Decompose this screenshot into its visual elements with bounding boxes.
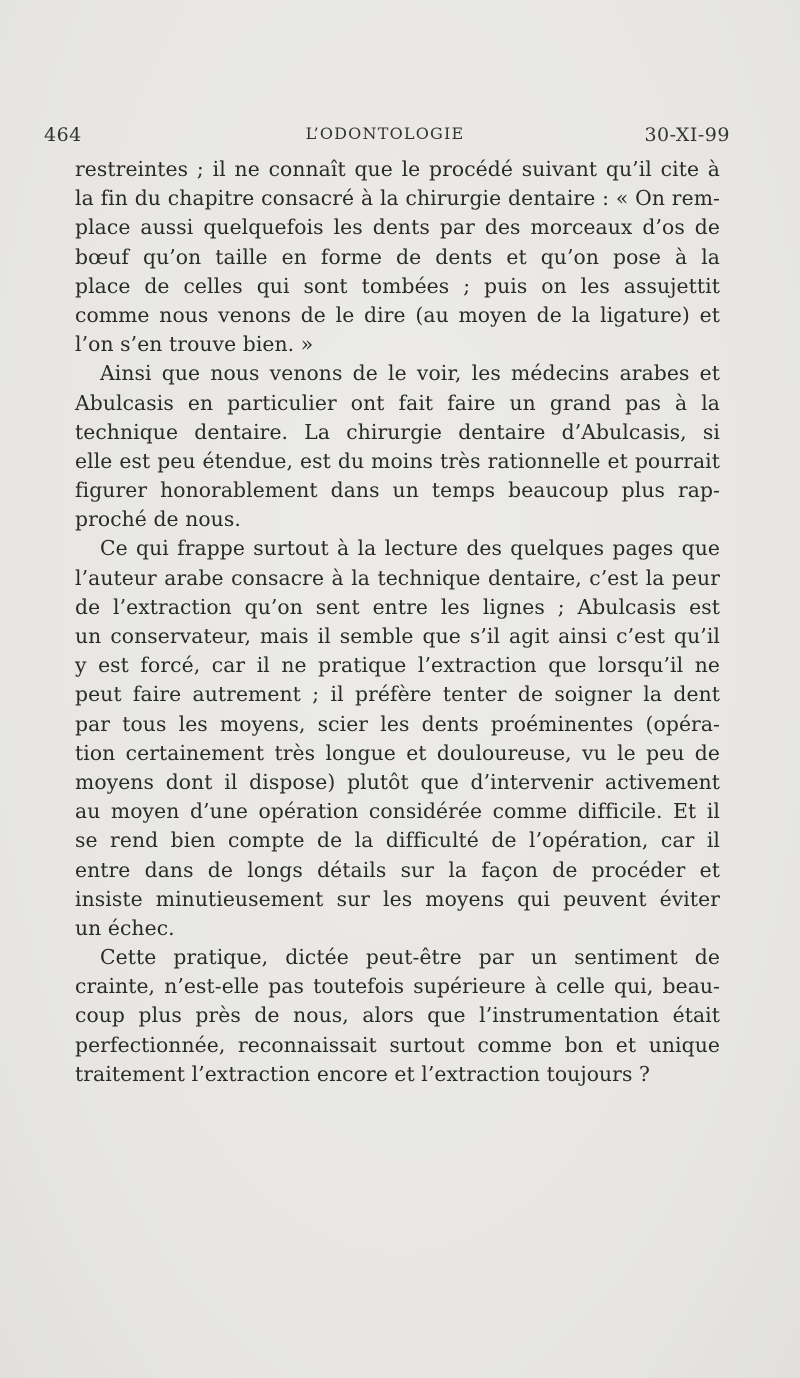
text-line: crainte, n’est-elle pas toutefois supérieure à celle qui, beau- — [75, 974, 720, 999]
running-header — [40, 120, 730, 150]
text-line: Ce qui frappe surtout à la lecture des quelques pages que — [100, 536, 720, 561]
text-line: moyens dont il dispose) plutôt que d’intervenir activement — [75, 769, 720, 794]
text-line: bœuf qu’on taille en forme de dents et qu’on pose à la — [75, 244, 720, 269]
text-line: technique dentaire. La chirurgie dentaire d’Abulcasis, si — [75, 419, 720, 444]
text-line: traitement l’extraction encore et l’extraction toujours ? — [75, 1061, 651, 1086]
text-line: proché de nous. — [75, 507, 241, 532]
text-line: place aussi quelquefois les dents par des morceaux d’os de — [75, 215, 720, 240]
text-line: Cette pratique, dictée peut-être par un sentiment de — [100, 945, 720, 970]
text-line: elle est peu étendue, est du moins très rationnelle et pourrait — [75, 448, 720, 473]
body-text — [75, 155, 720, 1089]
text-line: de l’extraction qu’on sent entre les lignes ; Abulcasis est — [75, 594, 720, 619]
text-line: figurer honorablement dans un temps beaucoup plus rap- — [75, 478, 720, 503]
text-line: comme nous venons de le dire (au moyen de la ligature) et — [75, 302, 720, 327]
text-line: coup plus près de nous, alors que l’instrumentation était — [75, 1003, 720, 1028]
text-line: un échec. — [75, 915, 175, 940]
issue-date: 30-XI-99 — [644, 124, 730, 146]
text-line: insiste minutieusement sur les moyens qui peuvent éviter — [75, 886, 720, 911]
text-line: un conservateur, mais il semble que s’il agit ainsi c’est qu’il — [75, 624, 720, 648]
text-line: la fin du chapitre consacré à la chirurgie dentaire : « On rem- — [75, 186, 720, 211]
text-line: peut faire autrement ; il préfère tenter de soigner la dent — [75, 682, 720, 707]
text-line: l’auteur arabe consacre à la technique dentaire, c’est la peur — [75, 565, 720, 590]
text-line: Abulcasis en particulier ont fait faire un grand pas à la — [75, 390, 720, 415]
page-number: 464 — [44, 124, 82, 146]
text-line: Ainsi que nous venons de le voir, les médecins arabes et — [100, 361, 720, 386]
text-line: perfectionnée, reconnaissait surtout comme bon et unique — [75, 1032, 720, 1057]
text-line: au moyen d’une opération considérée comme difficile. Et il — [75, 799, 720, 824]
text-line: place de celles qui sont tombées ; puis on les assujettit — [75, 273, 720, 298]
text-line: y est forcé, car il ne pratique l’extraction que lorsqu’il ne — [75, 653, 720, 678]
text-line: restreintes ; il ne connaît que le procédé suivant qu’il cite à — [75, 157, 720, 181]
text-line: entre dans de longs détails sur la façon de procéder et — [75, 857, 720, 882]
text-line: par tous les moyens, scier les dents proéminentes (opéra- — [75, 711, 720, 736]
running-title: L’ODONTOLOGIE — [305, 124, 465, 143]
text-line: se rend bien compte de la difficulté de l’opération, car il — [75, 828, 720, 853]
text-line: l’on s’en trouve bien. » — [75, 332, 314, 357]
text-line: tion certainement très longue et douloureuse, vu le peu de — [75, 740, 720, 765]
